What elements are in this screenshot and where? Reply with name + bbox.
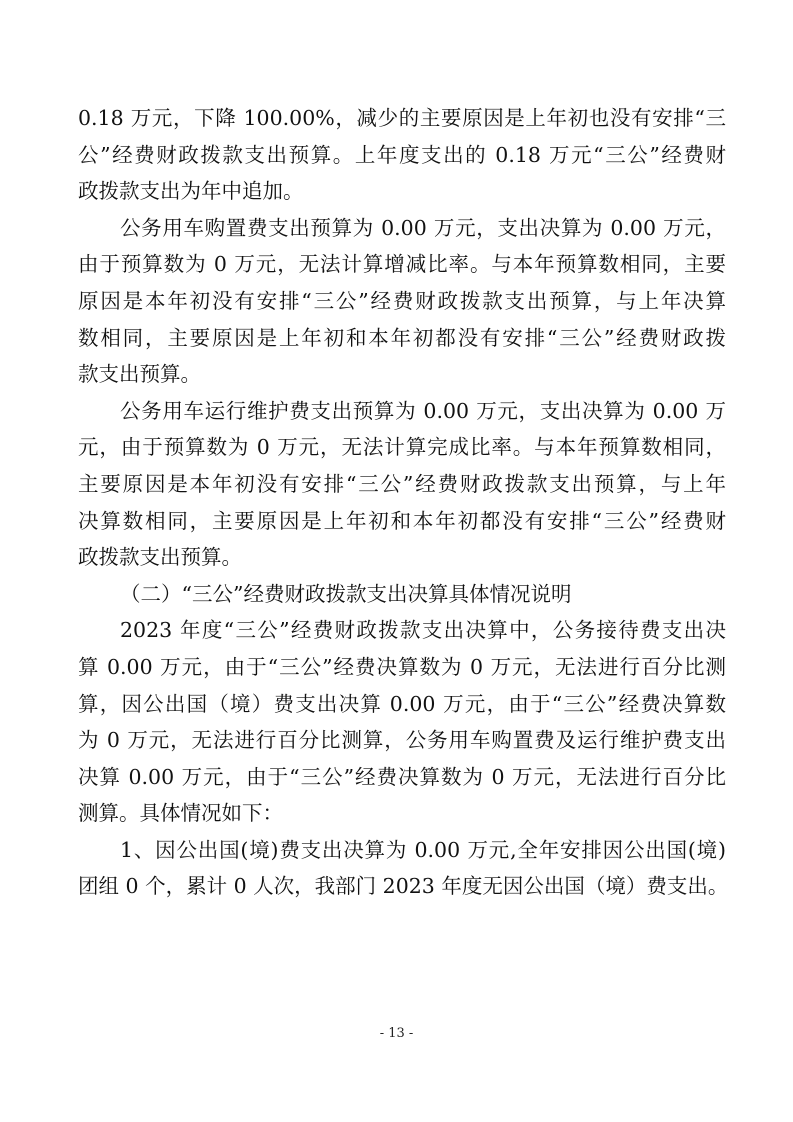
text-line: 元，由于预算数为 0 万元，无法计算完成比率。与本年预算数相同， — [78, 435, 726, 460]
paragraph-vehicle-purchase — [78, 210, 726, 393]
text-line: 由于预算数为 0 万元，无法计算增减比率。与本年预算数相同，主要 — [78, 252, 726, 277]
text-line: 主要原因是本年初没有安排“三公”经费财政拨款支出预算，与上年 — [78, 471, 726, 496]
text-line: 公”经费财政拨款支出预算。上年度支出的 0.18 万元“三公”经费财 — [78, 142, 726, 167]
paragraph-overseas-travel — [78, 832, 729, 905]
text-line: 算，因公出国（境）费支出决算 0.00 万元，由于“三公”经费决算数 — [78, 691, 726, 716]
text-line: 政拨款支出预算。 — [78, 545, 242, 570]
text-line: 团组 0 个，累计 0 人次，我部门 2023 年度无因公出国（境）费支出。 — [78, 874, 729, 899]
text-line: 公务用车购置费支出预算为 0.00 万元，支出决算为 0.00 万元， — [120, 215, 726, 240]
text-line: 政拨款支出为年中追加。 — [78, 179, 304, 204]
text-line: 决算数相同，主要原因是上年初和本年初都没有安排“三公”经费财 — [78, 508, 726, 533]
document-page — [78, 100, 729, 905]
paragraph-summary — [78, 612, 726, 832]
text-line: 算 0.00 万元，由于“三公”经费决算数为 0 万元，无法进行百分比测 — [78, 654, 726, 679]
text-line: 数相同，主要原因是上年初和本年初都没有安排“三公”经费财政拨 — [78, 325, 726, 350]
paragraph-vehicle-operation — [78, 393, 726, 576]
paragraph-intro — [78, 100, 726, 210]
text-line: 为 0 万元，无法进行百分比测算，公务用车购置费及运行维护费支出 — [78, 728, 726, 753]
text-line: 款支出预算。 — [78, 362, 201, 387]
text-line: 1、因公出国(境)费支出决算为 0.00 万元,全年安排因公出国(境) — [120, 837, 726, 862]
text-line: 测算。具体情况如下： — [78, 801, 283, 826]
text-line: 决算 0.00 万元，由于“三公”经费决算数为 0 万元，无法进行百分比 — [78, 764, 726, 789]
text-line: 公务用车运行维护费支出预算为 0.00 万元，支出决算为 0.00 万 — [120, 398, 726, 423]
heading-text: （二）“三公”经费财政拨款支出决算具体情况说明 — [120, 581, 572, 606]
text-line: 0.18 万元，下降 100.00%，减少的主要原因是上年初也没有安排“三 — [78, 106, 726, 130]
text-line: 2023 年度“三公”经费财政拨款支出决算中，公务接待费支出决 — [120, 618, 726, 643]
text-line: 原因是本年初没有安排“三公”经费财政拨款支出预算，与上年决算 — [78, 288, 726, 313]
section-heading — [78, 576, 726, 613]
page-number: - 13 - — [379, 1026, 414, 1041]
